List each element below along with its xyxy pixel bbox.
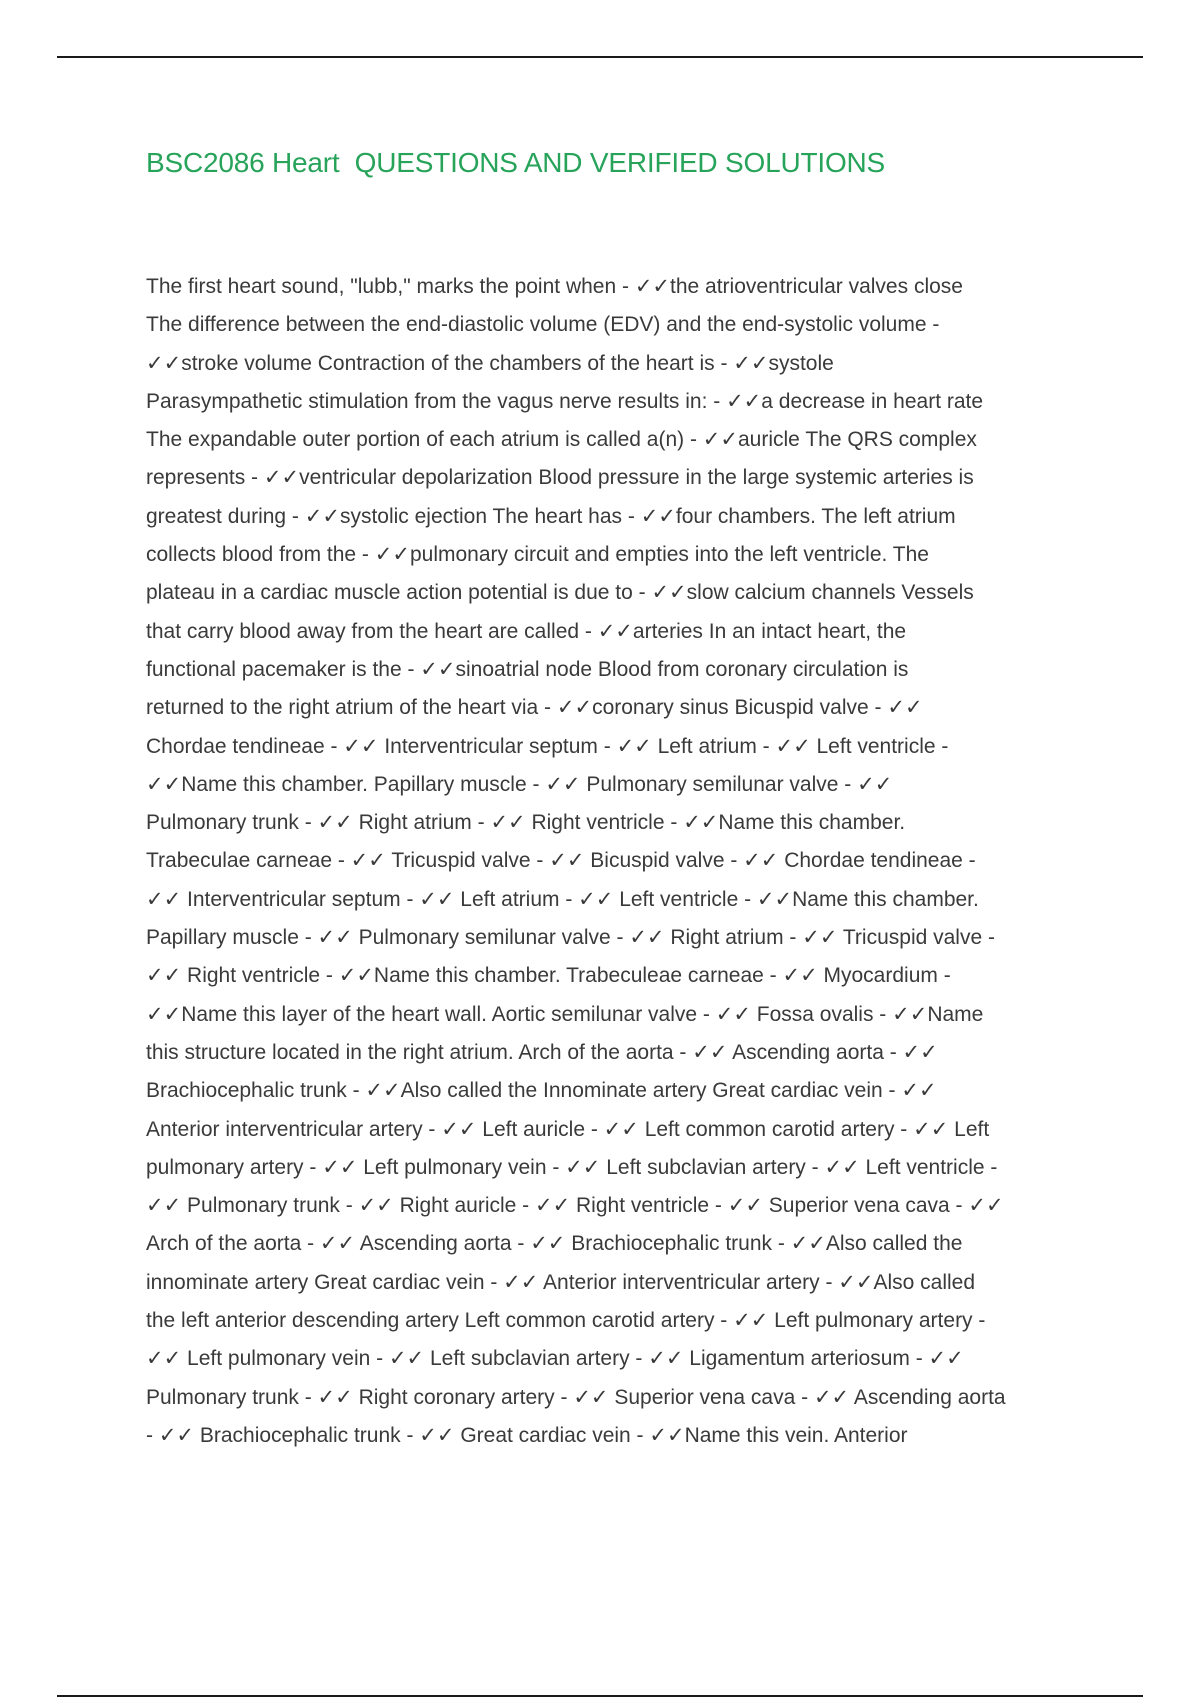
text-line: plateau in a cardiac muscle action potential is due to - ✓✓slow calcium channels Vessels <box>146 581 974 605</box>
text-line: Pulmonary trunk - ✓✓ Right atrium - ✓✓ Right ventricle - ✓✓Name this chamber. <box>146 811 906 835</box>
top-divider <box>57 56 1143 58</box>
text-line: ✓✓ Interventricular septum - ✓✓ Left atrium - ✓✓ Left ventricle - ✓✓Name this chamber. <box>146 887 979 911</box>
text-line: The difference between the end-diastolic volume (EDV) and the end-systolic volume - <box>146 313 940 337</box>
text-line: that carry blood away from the heart are called - ✓✓arteries In an intact heart, the <box>146 619 907 643</box>
text-line: Brachiocephalic trunk - ✓✓Also called the Innominate artery Great cardiac vein - ✓✓ <box>146 1079 937 1103</box>
text-line: returned to the right atrium of the heart via - ✓✓coronary sinus Bicuspid valve - ✓✓ <box>146 696 923 720</box>
text-line: represents - ✓✓ventricular depolarization Blood pressure in the large systemic arteries is <box>146 466 974 490</box>
text-line: collects blood from the - ✓✓pulmonary circuit and empties into the left ventricle. The <box>146 543 929 567</box>
text-line: Arch of the aorta - ✓✓ Ascending aorta - ✓✓ Brachiocephalic trunk - ✓✓Also called the <box>146 1232 963 1256</box>
page-title: BSC2086 Heart QUESTIONS AND VERIFIED SOLUTIONS <box>146 147 886 178</box>
text-line: ✓✓ Left pulmonary vein - ✓✓ Left subclavian artery - ✓✓ Ligamentum arteriosum - ✓✓ <box>146 1347 964 1371</box>
text-line: this structure located in the right atrium. Arch of the aorta - ✓✓ Ascending aorta - ✓✓ <box>146 1040 938 1064</box>
text-line: the left anterior descending artery Left common carotid artery - ✓✓ Left pulmonary artery - <box>146 1309 986 1333</box>
text-line: ✓✓Name this layer of the heart wall. Aortic semilunar valve - ✓✓ Fossa ovalis - ✓✓Name <box>146 1002 984 1026</box>
text-line: - ✓✓ Brachiocephalic trunk - ✓✓ Great cardiac vein - ✓✓Name this vein. Anterior <box>146 1423 908 1447</box>
text-line: The first heart sound, "lubb," marks the point when - ✓✓the atrioventricular valves close <box>146 275 963 298</box>
text-line: greatest during - ✓✓systolic ejection The heart has - ✓✓four chambers. The left atrium <box>146 504 956 528</box>
text-line: Parasympathetic stimulation from the vagus nerve results in: - ✓✓a decrease in heart rate <box>146 389 984 413</box>
text-line: Chordae tendineae - ✓✓ Interventricular septum - ✓✓ Left atrium - ✓✓ Left ventricle - <box>146 734 949 758</box>
text-line: pulmonary artery - ✓✓ Left pulmonary vein - ✓✓ Left subclavian artery - ✓✓ Left ventricle - <box>146 1155 998 1179</box>
text-line: ✓✓ Pulmonary trunk - ✓✓ Right auricle - ✓✓ Right ventricle - ✓✓ Superior vena cava - ✓✓ <box>146 1194 1004 1218</box>
text-line: Anterior interventricular artery - ✓✓ Left auricle - ✓✓ Left common carotid artery - ✓✓ Left <box>146 1117 990 1141</box>
bottom-divider <box>57 1695 1143 1697</box>
text-line: Papillary muscle - ✓✓ Pulmonary semilunar valve - ✓✓ Right atrium - ✓✓ Tricuspid valve - <box>146 926 995 950</box>
text-line: ✓✓Name this chamber. Papillary muscle - ✓✓ Pulmonary semilunar valve - ✓✓ <box>146 772 893 796</box>
text-line: Trabeculae carneae - ✓✓ Tricuspid valve - ✓✓ Bicuspid valve - ✓✓ Chordae tendineae - <box>146 849 976 873</box>
text-line: ✓✓ Right ventricle - ✓✓Name this chamber. Trabeculeae carneae - ✓✓ Myocardium - <box>146 964 951 988</box>
text-line: Pulmonary trunk - ✓✓ Right coronary artery - ✓✓ Superior vena cava - ✓✓ Ascending aorta <box>146 1385 1006 1409</box>
text-line: functional pacemaker is the - ✓✓sinoatrial node Blood from coronary circulation is <box>146 657 909 681</box>
text-line: ✓✓stroke volume Contraction of the chambers of the heart is - ✓✓systole <box>146 351 834 375</box>
text-line: The expandable outer portion of each atrium is called a(n) - ✓✓auricle The QRS complex <box>146 428 977 452</box>
document-body <box>146 268 1091 1455</box>
text-line: innominate artery Great cardiac vein - ✓✓ Anterior interventricular artery - ✓✓Also called <box>146 1270 976 1294</box>
